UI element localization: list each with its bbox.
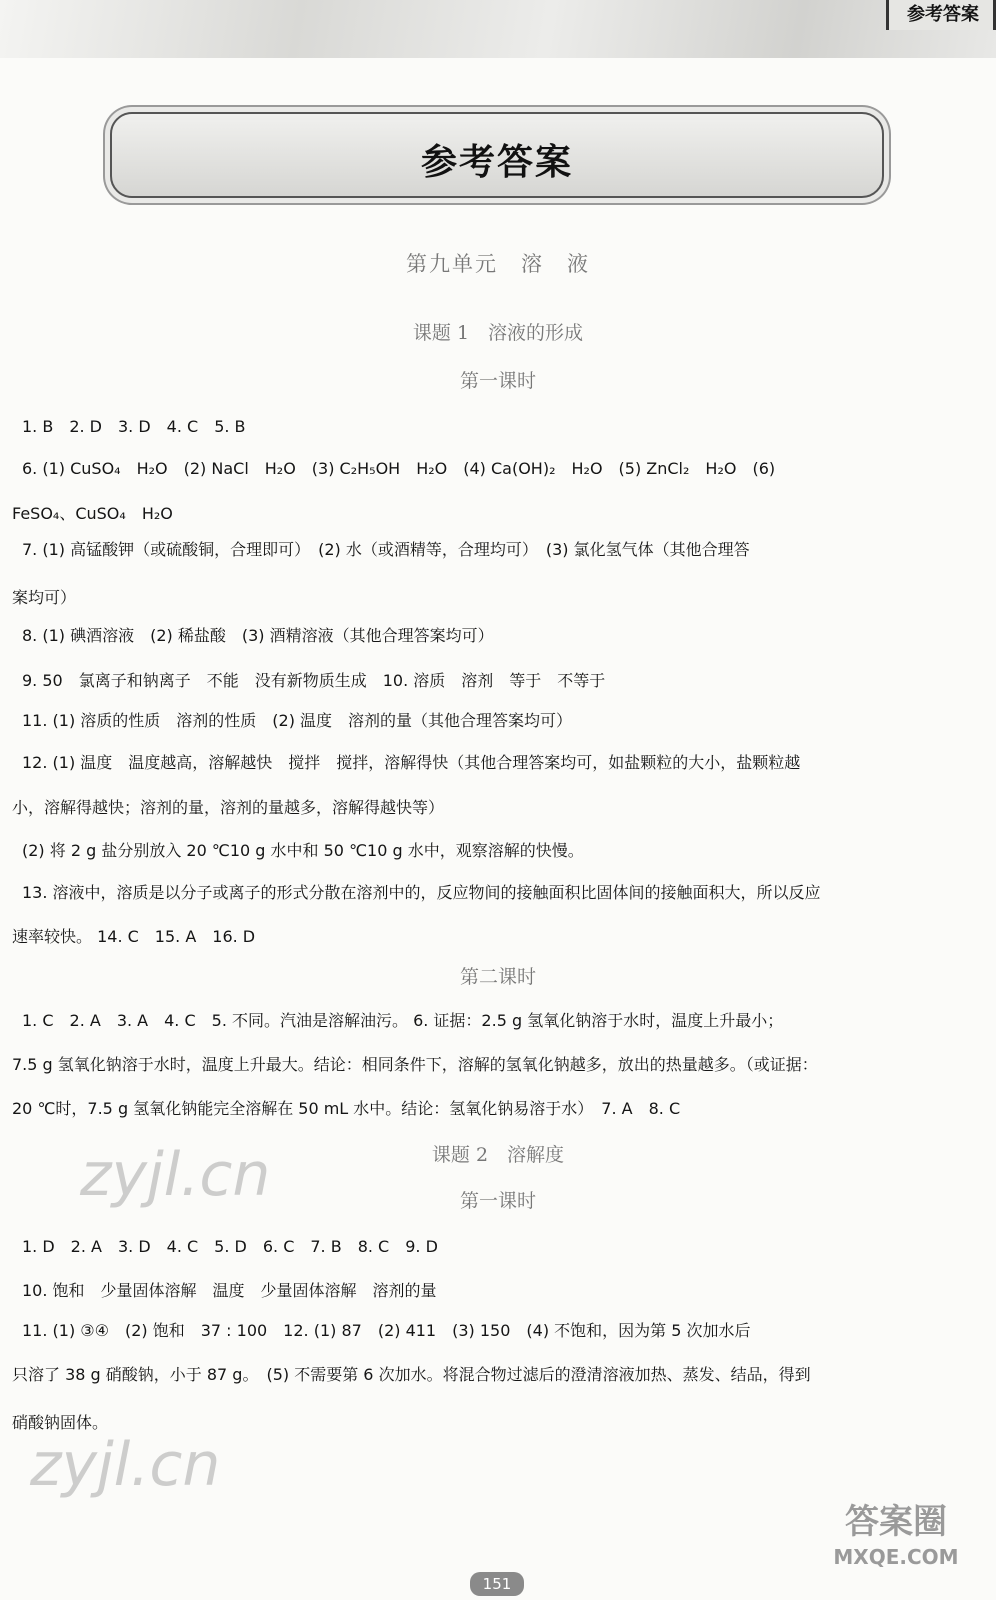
lesson-2-title: 课题 2 溶解度: [431, 1144, 565, 1166]
answer-line: 10. 饱和 少量固体溶解 温度 少量固体溶解 溶剂的量: [22, 1281, 437, 1300]
answer-line: FeSO₄、CuSO₄ H₂O: [12, 504, 173, 523]
answer-line: 20 ℃时，7.5 g 氢氧化钠能完全溶解在 50 mL 水中。结论：氢氧化钠易溶于水） 7. A 8. C: [12, 1099, 681, 1118]
watermark: zyjl.cn: [30, 1430, 221, 1500]
answer-line: 11. (1) 溶质的性质 溶剂的性质 (2) 温度 溶剂的量（其他合理答案均可）: [22, 711, 573, 730]
answer-line: 案均可）: [12, 588, 77, 607]
answer-line: 速率较快。 14. C 15. A 16. D: [12, 927, 256, 946]
answer-line: 1. C 2. A 3. A 4. C 5. 不同。汽油是溶解油污。 6. 证据：2.5 g 氢氧化钠溶于水时，温度上升最小；: [22, 1011, 784, 1030]
page-title: 参考答案: [420, 142, 573, 183]
unit-title: 第九单元 溶 液: [406, 252, 590, 276]
answer-line: 只溶了 38 g 硝酸钠，小于 87 g。 (5) 不需要第 6 次加水。将混合物过滤后的澄清溶液加热、蒸发、结品，得到: [12, 1365, 811, 1384]
answer-line: 11. (1) ③④ (2) 饱和 37 : 100 12. (1) 87 (2) 411 (3) 150 (4) 不饱和，因为第 5 次加水后: [22, 1321, 751, 1340]
answer-line: (2) 将 2 g 盐分别放入 20 ℃10 g 水中和 50 ℃10 g 水中，观察溶解的快慢。: [22, 841, 584, 860]
lesson-2-period-1-title: 第一课时: [459, 1190, 536, 1212]
page-header-band: [0, 0, 996, 58]
answer-line: 9. 50 氯离子和钠离子 不能 没有新物质生成 10. 溶质 溶剂 等于 不等于: [22, 671, 606, 690]
answer-line: 6. (1) CuSO₄ H₂O (2) NaCl H₂O (3) C₂H₅OH H₂O (4) Ca(OH)₂ H₂O (5) ZnCl₂ H₂O (6): [22, 459, 776, 478]
answer-line: 12. (1) 温度 温度越高，溶解越快 搅拌 搅拌，溶解得快（其他合理答案均可，如盐颗粒的大小，盐颗粒越: [22, 753, 801, 772]
corner-logo-domain: MXQE.COM: [833, 1545, 959, 1569]
answer-line: 1. D 2. A 3. D 4. C 5. D 6. C 7. B 8. C 9. D: [22, 1237, 438, 1256]
lesson-1-period-1-title: 第一课时: [459, 370, 536, 392]
answer-line: 13. 溶液中，溶质是以分子或离子的形式分散在溶剂中的，反应物间的接触面积比固体间的接触面积大，所以反应: [22, 883, 821, 902]
watermark: zyjl.cn: [80, 1140, 271, 1210]
answer-line: 1. B 2. D 3. D 4. C 5. B: [22, 417, 246, 436]
corner-logo: [816, 1500, 976, 1584]
title-banner: [110, 112, 884, 198]
answer-line: 硝酸钠固体。: [12, 1413, 109, 1432]
answer-line: 7.5 g 氢氧化钠溶于水时，温度上升最大。结论：相同条件下，溶解的氢氧化钠越多，放出的热量越多。（或证据：: [12, 1055, 818, 1074]
lesson-1-title: 课题 1 溶液的形成: [412, 322, 584, 344]
page-number: 151: [470, 1572, 524, 1596]
corner-logo-mark: 答案圈: [845, 1502, 947, 1542]
answer-line: 小，溶解得越快；溶剂的量，溶剂的量越多，溶解得越快等）: [12, 798, 445, 817]
lesson-1-period-2-title: 第二课时: [459, 966, 536, 988]
answer-line: 7. (1) 高锰酸钾（或硫酸铜，合理即可） (2) 水（或酒精等，合理均可） (3) 氯化氢气体（其他合理答: [22, 540, 750, 559]
header-section-tag: 参考答案: [886, 0, 996, 30]
answer-line: 8. (1) 碘酒溶液 (2) 稀盐酸 (3) 酒精溶液（其他合理答案均可）: [22, 626, 494, 645]
